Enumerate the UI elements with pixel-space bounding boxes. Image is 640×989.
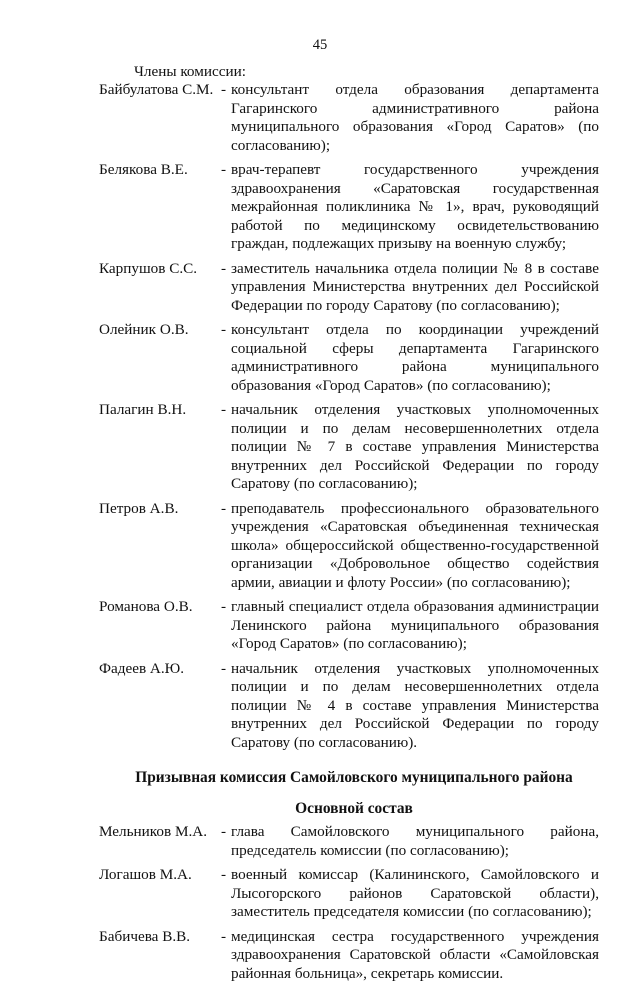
- member-description: глава Самойловского муниципального района, председатель комиссии (по согласованию);: [231, 823, 599, 859]
- dash: -: [221, 259, 227, 277]
- dash: -: [221, 823, 227, 840]
- member-description: консультант отдела по координации учреждений социальной сферы департамента Гагаринского административного района муниципального образования «Город Саратов» (по согласованию);: [231, 321, 599, 394]
- member-description: преподаватель профессионального образовательного учреждения «Саратовская объединенная техническая школа» общероссийской общественно-государственной организации «Добровольное общество содействия армии, авиации и флоту России» (по согласованию);: [231, 499, 599, 591]
- member-name: Фадеев А.Ю.: [99, 659, 185, 677]
- dash: -: [221, 927, 227, 945]
- member-description: начальник отделения участковых уполномоченных полиции и по делам несовершеннолетних отдела полиции № 7 в составе управления Министерства внутренних дел Российской Федерации по городу Саратову (по согласованию);: [231, 401, 599, 492]
- member-name: Романова О.В.: [99, 598, 193, 615]
- dash: -: [221, 659, 227, 677]
- member-entry: [99, 500, 599, 593]
- member-name: Логашов М.А.: [99, 866, 192, 883]
- member-description: главный специалист отдела образования администрации Ленинского района муниципального образования «Город Саратов» (по согласованию);: [231, 598, 599, 652]
- dash: -: [221, 401, 227, 418]
- core-member-entry: [99, 928, 599, 984]
- dash: -: [221, 598, 227, 615]
- member-entry: [99, 81, 599, 155]
- member-name: Бабичева В.В.: [99, 927, 191, 945]
- dash: -: [221, 81, 227, 98]
- member-name: Байбулатова С.М.: [99, 81, 214, 98]
- member-entry: [99, 598, 599, 654]
- composition-heading: Основной состав: [295, 800, 413, 817]
- member-entry: [99, 660, 599, 753]
- member-name: Олейник О.В.: [99, 321, 189, 338]
- member-name: Белякова В.Е.: [99, 161, 188, 178]
- dash: -: [221, 161, 227, 178]
- member-name: Палагин В.Н.: [99, 401, 187, 418]
- commission-heading: Призывная комиссия Самойловского муниципального района: [135, 769, 573, 786]
- core-member-entry: [99, 823, 599, 860]
- dash: -: [221, 321, 227, 338]
- member-entry: [99, 321, 599, 395]
- members-label: Члены комиссии:: [134, 63, 246, 80]
- member-name: Петров А.В.: [99, 499, 179, 517]
- member-description: военный комиссар (Калининского, Самойловского и Лысогорского районов Саратовской области), заместитель председателя комиссии (по согласованию);: [231, 866, 599, 920]
- member-entry: [99, 161, 599, 254]
- member-name: Мельников М.А.: [99, 823, 208, 840]
- page-number: 45: [312, 37, 328, 53]
- member-description: медицинская сестра государственного учреждения здравоохранения Саратовской области «Самойловская районная больница», секретарь комиссии.: [231, 927, 599, 982]
- document-body: [99, 62, 599, 989]
- dash: -: [221, 499, 227, 517]
- core-member-entry: [99, 866, 599, 922]
- member-description: консультант отдела образования департамента Гагаринского административного района муниципального образования «Город Саратов» (по согласованию);: [231, 81, 599, 154]
- member-name: Карпушов С.С.: [99, 259, 198, 277]
- member-entry: [99, 401, 599, 494]
- dash: -: [221, 866, 227, 883]
- member-entry: [99, 260, 599, 316]
- member-description: заместитель начальника отдела полиции № 8 в составе управления Министерства внутренних дел Российской Федерации по городу Саратову (по согласованию);: [231, 259, 599, 314]
- member-description: начальник отделения участковых уполномоченных полиции и по делам несовершеннолетних отдела полиции № 4 в составе управления Министерства внутренних дел Российской Федерации по городу Саратову (по согласованию).: [231, 659, 599, 751]
- member-description: врач-терапевт государственного учреждения здравоохранения «Саратовская государственная межрайонная поликлиника № 1», врач, руководящий работой по медицинскому освидетельствованию граждан, подлежащих призыву на военную службу;: [231, 161, 599, 252]
